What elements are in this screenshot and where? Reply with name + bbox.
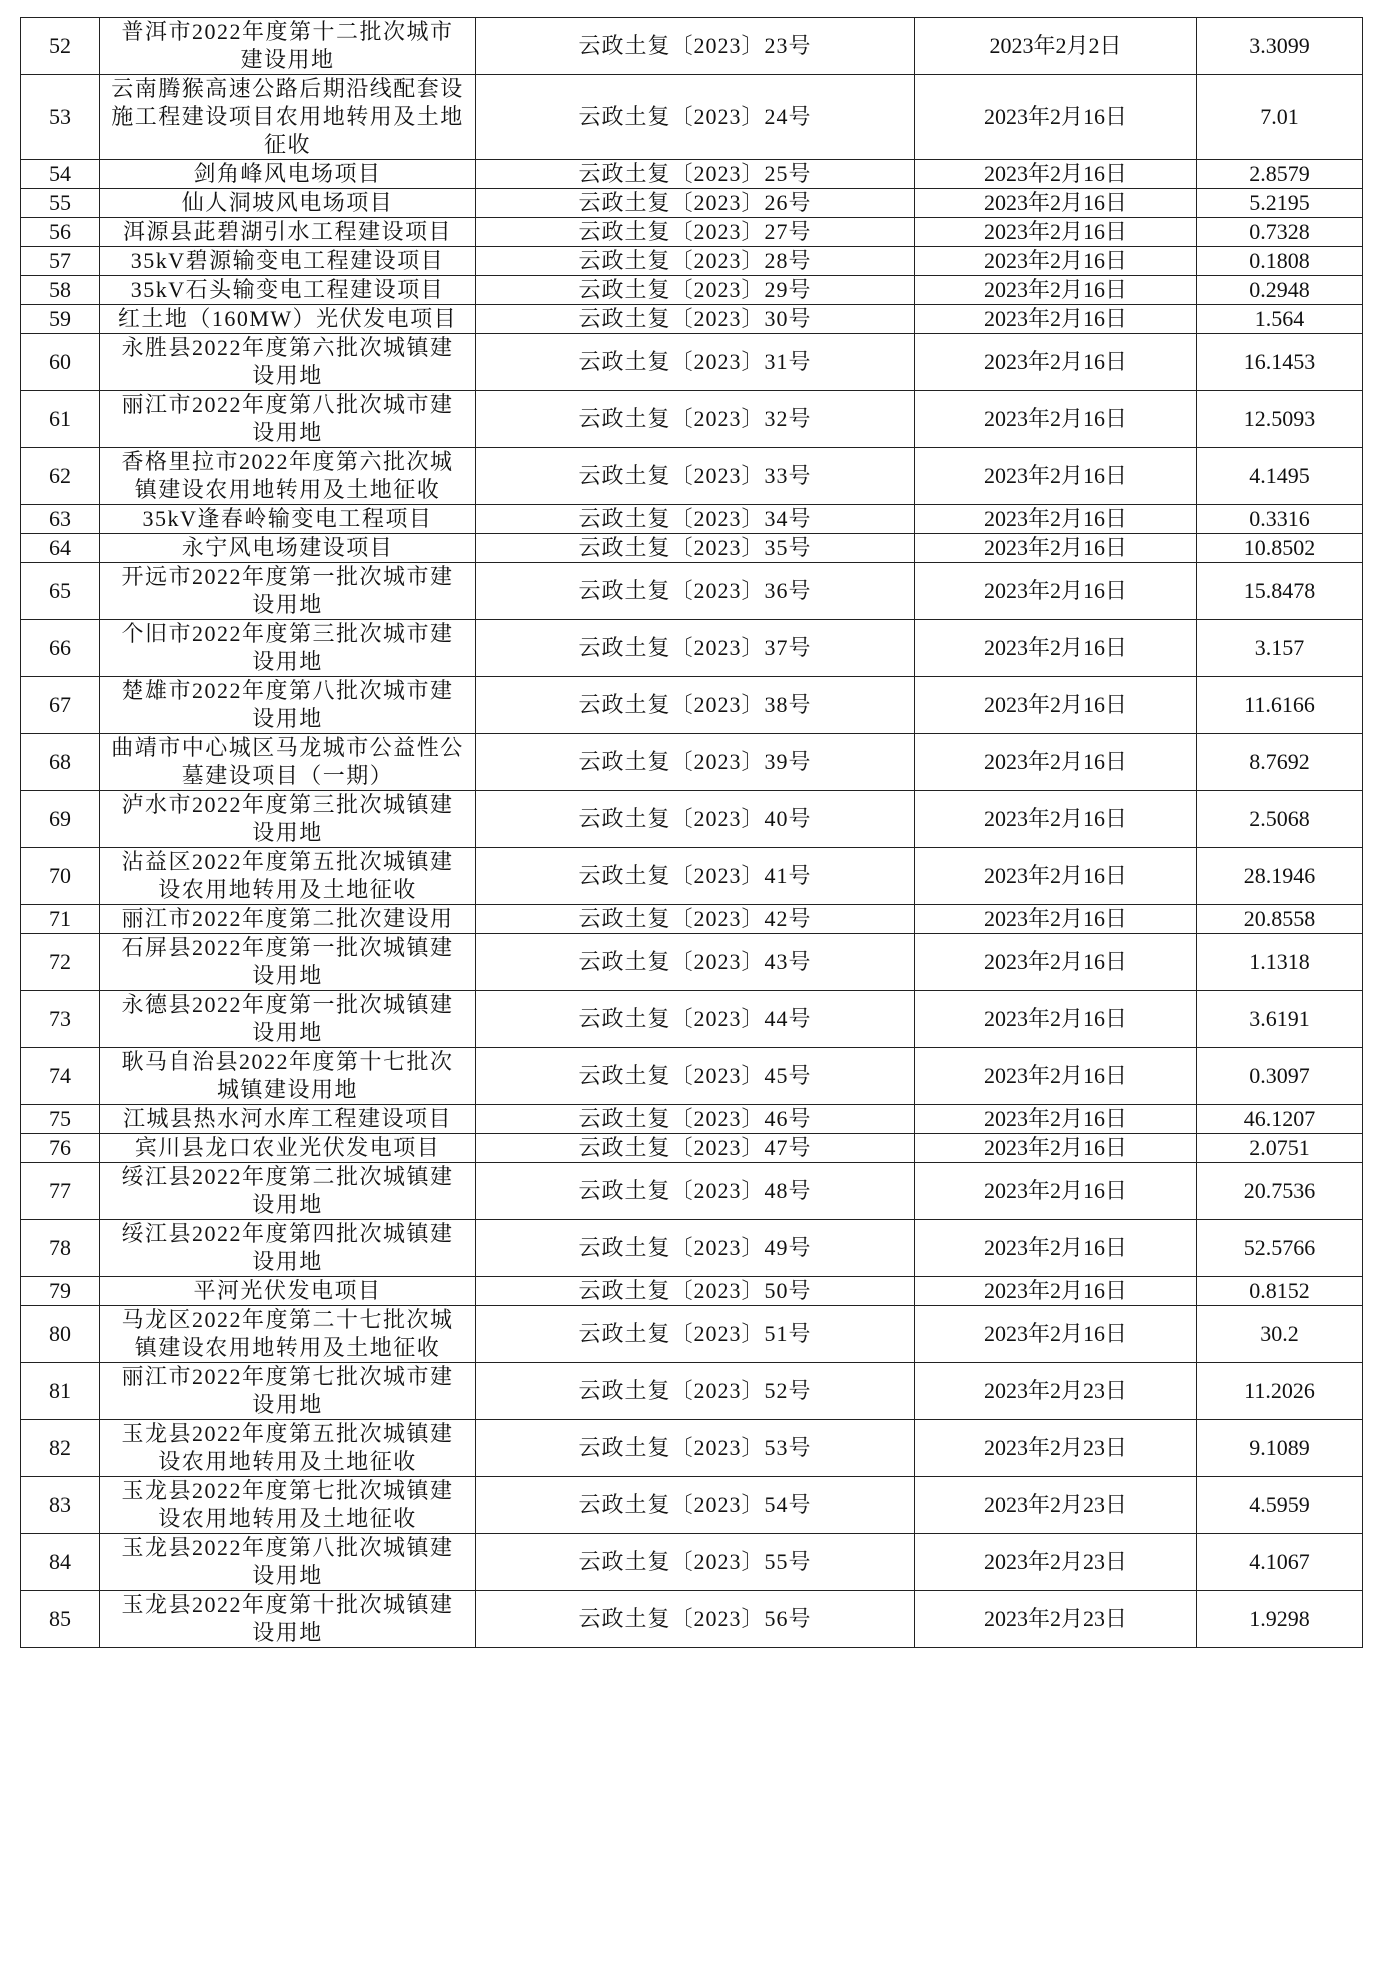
approval-date: 2023年2月16日 bbox=[915, 160, 1197, 189]
area-hectares: 30.2 bbox=[1197, 1306, 1363, 1363]
project-name: 永宁风电场建设项目 bbox=[100, 534, 476, 563]
approval-date: 2023年2月23日 bbox=[915, 1363, 1197, 1420]
project-name: 宾川县龙口农业光伏发电项目 bbox=[100, 1134, 476, 1163]
area-hectares: 1.9298 bbox=[1197, 1591, 1363, 1648]
area-hectares: 3.157 bbox=[1197, 620, 1363, 677]
approval-doc-number: 云政土复〔2023〕29号 bbox=[476, 276, 915, 305]
row-number: 64 bbox=[21, 534, 100, 563]
approval-date: 2023年2月16日 bbox=[915, 391, 1197, 448]
row-number: 79 bbox=[21, 1277, 100, 1306]
approval-doc-number: 云政土复〔2023〕38号 bbox=[476, 677, 915, 734]
approval-date: 2023年2月2日 bbox=[915, 18, 1197, 75]
row-number: 80 bbox=[21, 1306, 100, 1363]
approval-date: 2023年2月16日 bbox=[915, 218, 1197, 247]
area-hectares: 9.1089 bbox=[1197, 1420, 1363, 1477]
approval-doc-number: 云政土复〔2023〕26号 bbox=[476, 189, 915, 218]
table-row bbox=[21, 391, 1363, 448]
project-name: 云南腾猴高速公路后期沿线配套设施工程建设项目农用地转用及土地征收 bbox=[100, 75, 476, 160]
row-number: 68 bbox=[21, 734, 100, 791]
project-name: 丽江市2022年度第七批次城市建设用地 bbox=[100, 1363, 476, 1420]
project-name: 平河光伏发电项目 bbox=[100, 1277, 476, 1306]
area-hectares: 11.6166 bbox=[1197, 677, 1363, 734]
table-row bbox=[21, 1477, 1363, 1534]
approval-date: 2023年2月16日 bbox=[915, 905, 1197, 934]
approval-date: 2023年2月16日 bbox=[915, 791, 1197, 848]
approval-date: 2023年2月16日 bbox=[915, 1163, 1197, 1220]
table-row bbox=[21, 334, 1363, 391]
area-hectares: 4.5959 bbox=[1197, 1477, 1363, 1534]
table-row bbox=[21, 991, 1363, 1048]
approval-doc-number: 云政土复〔2023〕50号 bbox=[476, 1277, 915, 1306]
area-hectares: 46.1207 bbox=[1197, 1105, 1363, 1134]
area-hectares: 8.7692 bbox=[1197, 734, 1363, 791]
table-row bbox=[21, 1134, 1363, 1163]
project-name: 香格里拉市2022年度第六批次城镇建设农用地转用及土地征收 bbox=[100, 448, 476, 505]
approval-doc-number: 云政土复〔2023〕47号 bbox=[476, 1134, 915, 1163]
table-row bbox=[21, 1105, 1363, 1134]
approval-date: 2023年2月16日 bbox=[915, 334, 1197, 391]
project-name: 泸水市2022年度第三批次城镇建设用地 bbox=[100, 791, 476, 848]
approval-date: 2023年2月16日 bbox=[915, 247, 1197, 276]
table-row bbox=[21, 734, 1363, 791]
table-row bbox=[21, 1306, 1363, 1363]
project-name: 马龙区2022年度第二十七批次城镇建设农用地转用及土地征收 bbox=[100, 1306, 476, 1363]
table-row bbox=[21, 1420, 1363, 1477]
approval-date: 2023年2月16日 bbox=[915, 734, 1197, 791]
table-row bbox=[21, 848, 1363, 905]
table-row bbox=[21, 505, 1363, 534]
approval-date: 2023年2月16日 bbox=[915, 620, 1197, 677]
approval-doc-number: 云政土复〔2023〕44号 bbox=[476, 991, 915, 1048]
area-hectares: 12.5093 bbox=[1197, 391, 1363, 448]
area-hectares: 0.8152 bbox=[1197, 1277, 1363, 1306]
row-number: 59 bbox=[21, 305, 100, 334]
approval-doc-number: 云政土复〔2023〕45号 bbox=[476, 1048, 915, 1105]
area-hectares: 0.3097 bbox=[1197, 1048, 1363, 1105]
table-body bbox=[21, 18, 1363, 1648]
approval-date: 2023年2月16日 bbox=[915, 305, 1197, 334]
project-name: 个旧市2022年度第三批次城市建设用地 bbox=[100, 620, 476, 677]
row-number: 71 bbox=[21, 905, 100, 934]
approval-date: 2023年2月16日 bbox=[915, 534, 1197, 563]
approval-date: 2023年2月16日 bbox=[915, 505, 1197, 534]
table-row bbox=[21, 791, 1363, 848]
approval-date: 2023年2月16日 bbox=[915, 677, 1197, 734]
table-row bbox=[21, 1048, 1363, 1105]
approval-doc-number: 云政土复〔2023〕39号 bbox=[476, 734, 915, 791]
row-number: 72 bbox=[21, 934, 100, 991]
row-number: 67 bbox=[21, 677, 100, 734]
row-number: 82 bbox=[21, 1420, 100, 1477]
approval-doc-number: 云政土复〔2023〕42号 bbox=[476, 905, 915, 934]
row-number: 60 bbox=[21, 334, 100, 391]
area-hectares: 2.5068 bbox=[1197, 791, 1363, 848]
row-number: 81 bbox=[21, 1363, 100, 1420]
area-hectares: 1.564 bbox=[1197, 305, 1363, 334]
table-row bbox=[21, 160, 1363, 189]
row-number: 57 bbox=[21, 247, 100, 276]
approval-date: 2023年2月16日 bbox=[915, 1306, 1197, 1363]
approval-doc-number: 云政土复〔2023〕25号 bbox=[476, 160, 915, 189]
approval-doc-number: 云政土复〔2023〕30号 bbox=[476, 305, 915, 334]
table-row bbox=[21, 247, 1363, 276]
table-row bbox=[21, 534, 1363, 563]
approval-date: 2023年2月23日 bbox=[915, 1534, 1197, 1591]
area-hectares: 4.1495 bbox=[1197, 448, 1363, 505]
approval-date: 2023年2月16日 bbox=[915, 1105, 1197, 1134]
approval-date: 2023年2月16日 bbox=[915, 1048, 1197, 1105]
project-name: 玉龙县2022年度第十批次城镇建设用地 bbox=[100, 1591, 476, 1648]
area-hectares: 11.2026 bbox=[1197, 1363, 1363, 1420]
approval-doc-number: 云政土复〔2023〕54号 bbox=[476, 1477, 915, 1534]
approval-date: 2023年2月16日 bbox=[915, 1220, 1197, 1277]
approval-doc-number: 云政土复〔2023〕32号 bbox=[476, 391, 915, 448]
project-name: 绥江县2022年度第二批次城镇建设用地 bbox=[100, 1163, 476, 1220]
approval-date: 2023年2月23日 bbox=[915, 1420, 1197, 1477]
approval-date: 2023年2月16日 bbox=[915, 75, 1197, 160]
table-row bbox=[21, 75, 1363, 160]
area-hectares: 0.3316 bbox=[1197, 505, 1363, 534]
row-number: 58 bbox=[21, 276, 100, 305]
project-name: 丽江市2022年度第八批次城市建设用地 bbox=[100, 391, 476, 448]
row-number: 84 bbox=[21, 1534, 100, 1591]
project-name: 玉龙县2022年度第五批次城镇建设农用地转用及土地征收 bbox=[100, 1420, 476, 1477]
area-hectares: 0.2948 bbox=[1197, 276, 1363, 305]
approval-doc-number: 云政土复〔2023〕53号 bbox=[476, 1420, 915, 1477]
approval-date: 2023年2月16日 bbox=[915, 1134, 1197, 1163]
area-hectares: 0.1808 bbox=[1197, 247, 1363, 276]
approval-date: 2023年2月16日 bbox=[915, 934, 1197, 991]
project-name: 玉龙县2022年度第七批次城镇建设农用地转用及土地征收 bbox=[100, 1477, 476, 1534]
project-name: 绥江县2022年度第四批次城镇建设用地 bbox=[100, 1220, 476, 1277]
project-name: 35kV石头输变电工程建设项目 bbox=[100, 276, 476, 305]
table-row bbox=[21, 905, 1363, 934]
area-hectares: 52.5766 bbox=[1197, 1220, 1363, 1277]
project-name: 开远市2022年度第一批次城市建设用地 bbox=[100, 563, 476, 620]
row-number: 66 bbox=[21, 620, 100, 677]
approval-doc-number: 云政土复〔2023〕33号 bbox=[476, 448, 915, 505]
approval-doc-number: 云政土复〔2023〕51号 bbox=[476, 1306, 915, 1363]
project-name: 楚雄市2022年度第八批次城市建设用地 bbox=[100, 677, 476, 734]
approval-doc-number: 云政土复〔2023〕27号 bbox=[476, 218, 915, 247]
approval-date: 2023年2月23日 bbox=[915, 1591, 1197, 1648]
approval-doc-number: 云政土复〔2023〕56号 bbox=[476, 1591, 915, 1648]
area-hectares: 16.1453 bbox=[1197, 334, 1363, 391]
project-name: 仙人洞坡风电场项目 bbox=[100, 189, 476, 218]
table-row bbox=[21, 218, 1363, 247]
approval-date: 2023年2月23日 bbox=[915, 1477, 1197, 1534]
table-row bbox=[21, 934, 1363, 991]
table-row bbox=[21, 563, 1363, 620]
project-name: 35kV逢春岭输变电工程项目 bbox=[100, 505, 476, 534]
table-row bbox=[21, 1534, 1363, 1591]
row-number: 55 bbox=[21, 189, 100, 218]
row-number: 53 bbox=[21, 75, 100, 160]
area-hectares: 4.1067 bbox=[1197, 1534, 1363, 1591]
approval-date: 2023年2月16日 bbox=[915, 448, 1197, 505]
project-name: 剑角峰风电场项目 bbox=[100, 160, 476, 189]
approval-date: 2023年2月16日 bbox=[915, 848, 1197, 905]
area-hectares: 7.01 bbox=[1197, 75, 1363, 160]
table-row bbox=[21, 1163, 1363, 1220]
approval-table bbox=[20, 17, 1363, 1648]
approval-doc-number: 云政土复〔2023〕46号 bbox=[476, 1105, 915, 1134]
project-name: 35kV碧源输变电工程建设项目 bbox=[100, 247, 476, 276]
project-name: 玉龙县2022年度第八批次城镇建设用地 bbox=[100, 1534, 476, 1591]
approval-doc-number: 云政土复〔2023〕37号 bbox=[476, 620, 915, 677]
approval-doc-number: 云政土复〔2023〕28号 bbox=[476, 247, 915, 276]
area-hectares: 2.0751 bbox=[1197, 1134, 1363, 1163]
area-hectares: 15.8478 bbox=[1197, 563, 1363, 620]
row-number: 61 bbox=[21, 391, 100, 448]
area-hectares: 3.6191 bbox=[1197, 991, 1363, 1048]
row-number: 63 bbox=[21, 505, 100, 534]
area-hectares: 2.8579 bbox=[1197, 160, 1363, 189]
project-name: 沾益区2022年度第五批次城镇建设农用地转用及土地征收 bbox=[100, 848, 476, 905]
approval-doc-number: 云政土复〔2023〕48号 bbox=[476, 1163, 915, 1220]
table-row bbox=[21, 677, 1363, 734]
project-name: 江城县热水河水库工程建设项目 bbox=[100, 1105, 476, 1134]
project-name: 红土地（160MW）光伏发电项目 bbox=[100, 305, 476, 334]
approval-date: 2023年2月16日 bbox=[915, 991, 1197, 1048]
approval-doc-number: 云政土复〔2023〕31号 bbox=[476, 334, 915, 391]
row-number: 69 bbox=[21, 791, 100, 848]
table-row bbox=[21, 1277, 1363, 1306]
approval-doc-number: 云政土复〔2023〕24号 bbox=[476, 75, 915, 160]
row-number: 78 bbox=[21, 1220, 100, 1277]
row-number: 70 bbox=[21, 848, 100, 905]
row-number: 54 bbox=[21, 160, 100, 189]
project-name: 曲靖市中心城区马龙城市公益性公墓建设项目（一期） bbox=[100, 734, 476, 791]
approval-date: 2023年2月16日 bbox=[915, 276, 1197, 305]
row-number: 75 bbox=[21, 1105, 100, 1134]
table-row bbox=[21, 1220, 1363, 1277]
row-number: 83 bbox=[21, 1477, 100, 1534]
project-name: 耿马自治县2022年度第十七批次城镇建设用地 bbox=[100, 1048, 476, 1105]
table-row bbox=[21, 1591, 1363, 1648]
approval-doc-number: 云政土复〔2023〕49号 bbox=[476, 1220, 915, 1277]
project-name: 丽江市2022年度第二批次建设用 bbox=[100, 905, 476, 934]
area-hectares: 1.1318 bbox=[1197, 934, 1363, 991]
approval-doc-number: 云政土复〔2023〕43号 bbox=[476, 934, 915, 991]
project-name: 永胜县2022年度第六批次城镇建设用地 bbox=[100, 334, 476, 391]
approval-doc-number: 云政土复〔2023〕35号 bbox=[476, 534, 915, 563]
area-hectares: 20.7536 bbox=[1197, 1163, 1363, 1220]
table-row bbox=[21, 448, 1363, 505]
table-row bbox=[21, 1363, 1363, 1420]
table-row bbox=[21, 305, 1363, 334]
approval-date: 2023年2月16日 bbox=[915, 563, 1197, 620]
row-number: 77 bbox=[21, 1163, 100, 1220]
table-row bbox=[21, 276, 1363, 305]
table-row bbox=[21, 620, 1363, 677]
approval-doc-number: 云政土复〔2023〕52号 bbox=[476, 1363, 915, 1420]
approval-doc-number: 云政土复〔2023〕40号 bbox=[476, 791, 915, 848]
row-number: 76 bbox=[21, 1134, 100, 1163]
row-number: 65 bbox=[21, 563, 100, 620]
row-number: 56 bbox=[21, 218, 100, 247]
row-number: 52 bbox=[21, 18, 100, 75]
project-name: 永德县2022年度第一批次城镇建设用地 bbox=[100, 991, 476, 1048]
area-hectares: 20.8558 bbox=[1197, 905, 1363, 934]
area-hectares: 10.8502 bbox=[1197, 534, 1363, 563]
project-name: 普洱市2022年度第十二批次城市建设用地 bbox=[100, 18, 476, 75]
approval-doc-number: 云政土复〔2023〕23号 bbox=[476, 18, 915, 75]
row-number: 74 bbox=[21, 1048, 100, 1105]
project-name: 石屏县2022年度第一批次城镇建设用地 bbox=[100, 934, 476, 991]
approval-date: 2023年2月16日 bbox=[915, 189, 1197, 218]
approval-doc-number: 云政土复〔2023〕34号 bbox=[476, 505, 915, 534]
approval-doc-number: 云政土复〔2023〕41号 bbox=[476, 848, 915, 905]
table-row bbox=[21, 189, 1363, 218]
table-row bbox=[21, 18, 1363, 75]
row-number: 73 bbox=[21, 991, 100, 1048]
area-hectares: 5.2195 bbox=[1197, 189, 1363, 218]
approval-doc-number: 云政土复〔2023〕55号 bbox=[476, 1534, 915, 1591]
row-number: 62 bbox=[21, 448, 100, 505]
row-number: 85 bbox=[21, 1591, 100, 1648]
area-hectares: 3.3099 bbox=[1197, 18, 1363, 75]
area-hectares: 0.7328 bbox=[1197, 218, 1363, 247]
approval-date: 2023年2月16日 bbox=[915, 1277, 1197, 1306]
area-hectares: 28.1946 bbox=[1197, 848, 1363, 905]
project-name: 洱源县茈碧湖引水工程建设项目 bbox=[100, 218, 476, 247]
approval-doc-number: 云政土复〔2023〕36号 bbox=[476, 563, 915, 620]
